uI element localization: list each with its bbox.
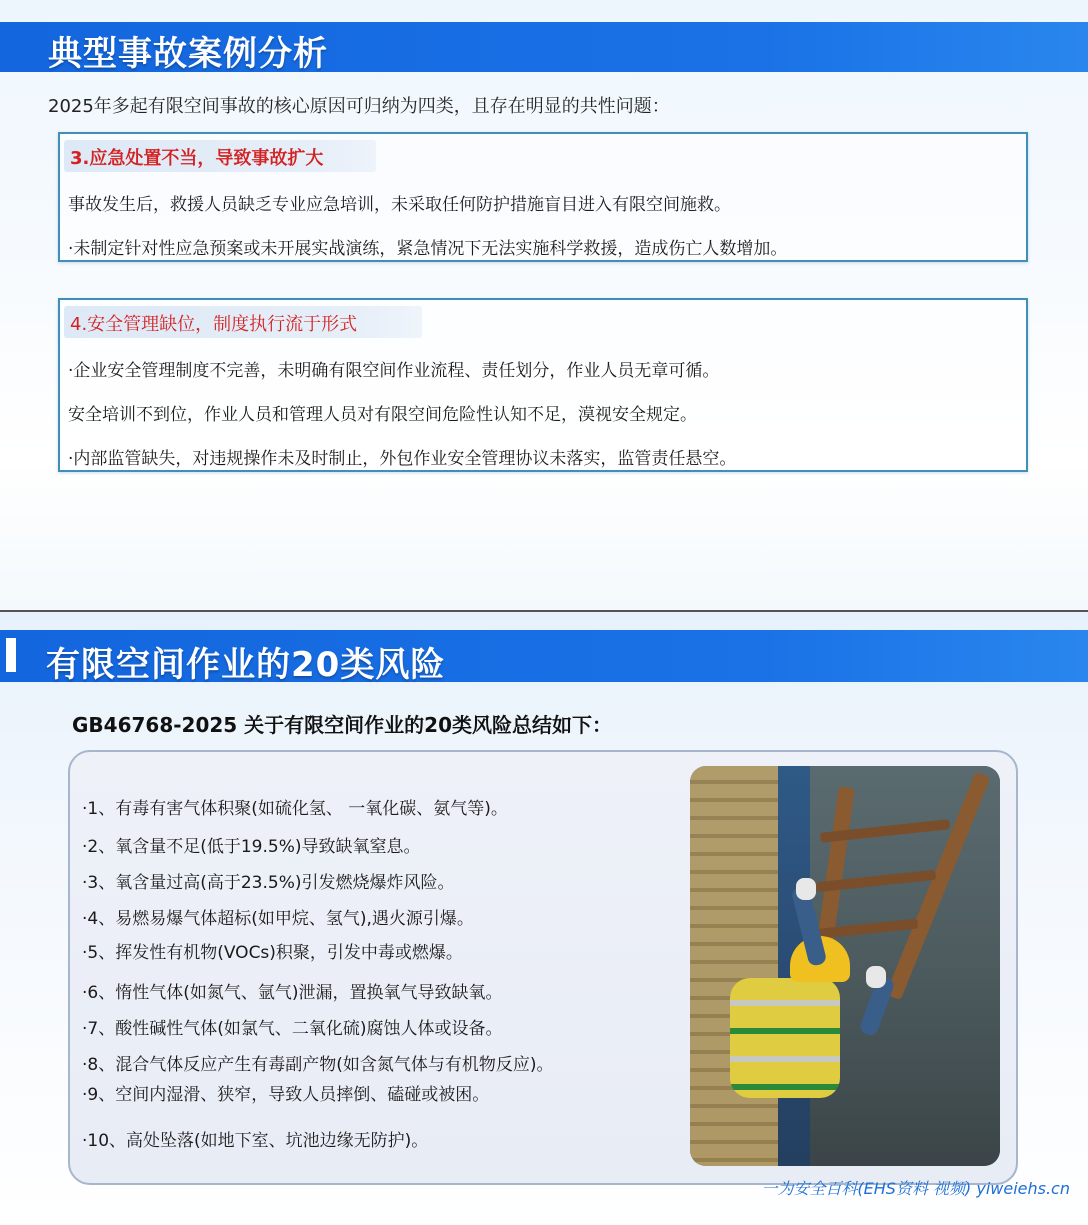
risk-panel: [68, 750, 1018, 1185]
risk-item: ·5、挥发性有机物(VOCs)积聚，引发中毒或燃爆。: [82, 943, 463, 963]
photo-ventilation-duct: [690, 766, 778, 1166]
cause-line: ·企业安全管理制度不完善，未明确有限空间作业流程、责任划分，作业人员无章可循。: [68, 361, 720, 381]
intro-text: 2025年多起有限空间事故的核心原因可归纳为四类，且存在明显的共性问题：: [48, 96, 670, 117]
risk-item: ·7、酸性碱性气体(如氯气、二氧化硫)腐蚀人体或设备。: [82, 1019, 503, 1039]
cause-heading: 4.安全管理缺位，制度执行流于形式: [64, 306, 422, 338]
risk-item: ·8、混合气体反应产生有毒副产物(如含氮气体与有机物反应)。: [82, 1055, 554, 1075]
slide-accident-analysis: [0, 0, 1088, 610]
cause-box-emergency: [58, 132, 1028, 262]
cause-box-management: [58, 298, 1028, 472]
cause-line: 安全培训不到位，作业人员和管理人员对有限空间危险性认知不足，漠视安全规定。: [68, 405, 697, 425]
slide-title: 典型事故案例分析: [48, 34, 328, 74]
risk-item: ·1、有毒有害气体积聚(如硫化氢、 一氧化碳、氨气等)。: [82, 799, 508, 819]
risk-item: ·3、氧含量过高(高于23.5%)引发燃烧爆炸风险。: [82, 873, 455, 893]
title-bar: [0, 630, 1088, 685]
subheading: GB46768-2025 关于有限空间作业的20类风险总结如下：: [72, 713, 612, 737]
risk-item: ·4、易燃易爆气体超标(如甲烷、氢气),遇火源引爆。: [82, 909, 474, 929]
risk-item: ·10、高处坠落(如地下室、坑池边缘无防护)。: [82, 1131, 429, 1151]
cause-heading: 3.应急处置不当，导致事故扩大: [64, 140, 376, 172]
slide-twenty-risks: [0, 612, 1088, 1225]
cause-line: 事故发生后，救援人员缺乏专业应急培训，未采取任何防护措施盲目进入有限空间施救。: [68, 195, 731, 215]
title-marker: [6, 638, 16, 672]
cause-line: ·未制定针对性应急预案或未开展实战演练，紧急情况下无法实施科学救援，造成伤亡人数增加。: [68, 239, 788, 259]
risk-item: ·2、氧含量不足(低于19.5%)导致缺氧窒息。: [82, 837, 421, 857]
cause-line: ·内部监管缺失，对违规操作未及时制止，外包作业安全管理协议未落实，监管责任悬空。: [68, 449, 737, 469]
slide-title: 有限空间作业的20类风险: [46, 645, 446, 685]
title-bar: [0, 22, 1088, 72]
worker-vest: [730, 978, 840, 1098]
risk-item: ·9、空间内湿滑、狭窄，导致人员摔倒、磕碰或被困。: [82, 1085, 490, 1105]
worker-glove: [866, 966, 886, 988]
worker-glove: [796, 878, 816, 900]
risk-item: ·6、惰性气体(如氮气、氩气)泄漏，置换氧气导致缺氧。: [82, 983, 503, 1003]
worker-photo: [690, 766, 1000, 1166]
watermark: 一为安全百科(EHS资料 视频) yiweiehs.cn: [761, 1179, 1070, 1198]
